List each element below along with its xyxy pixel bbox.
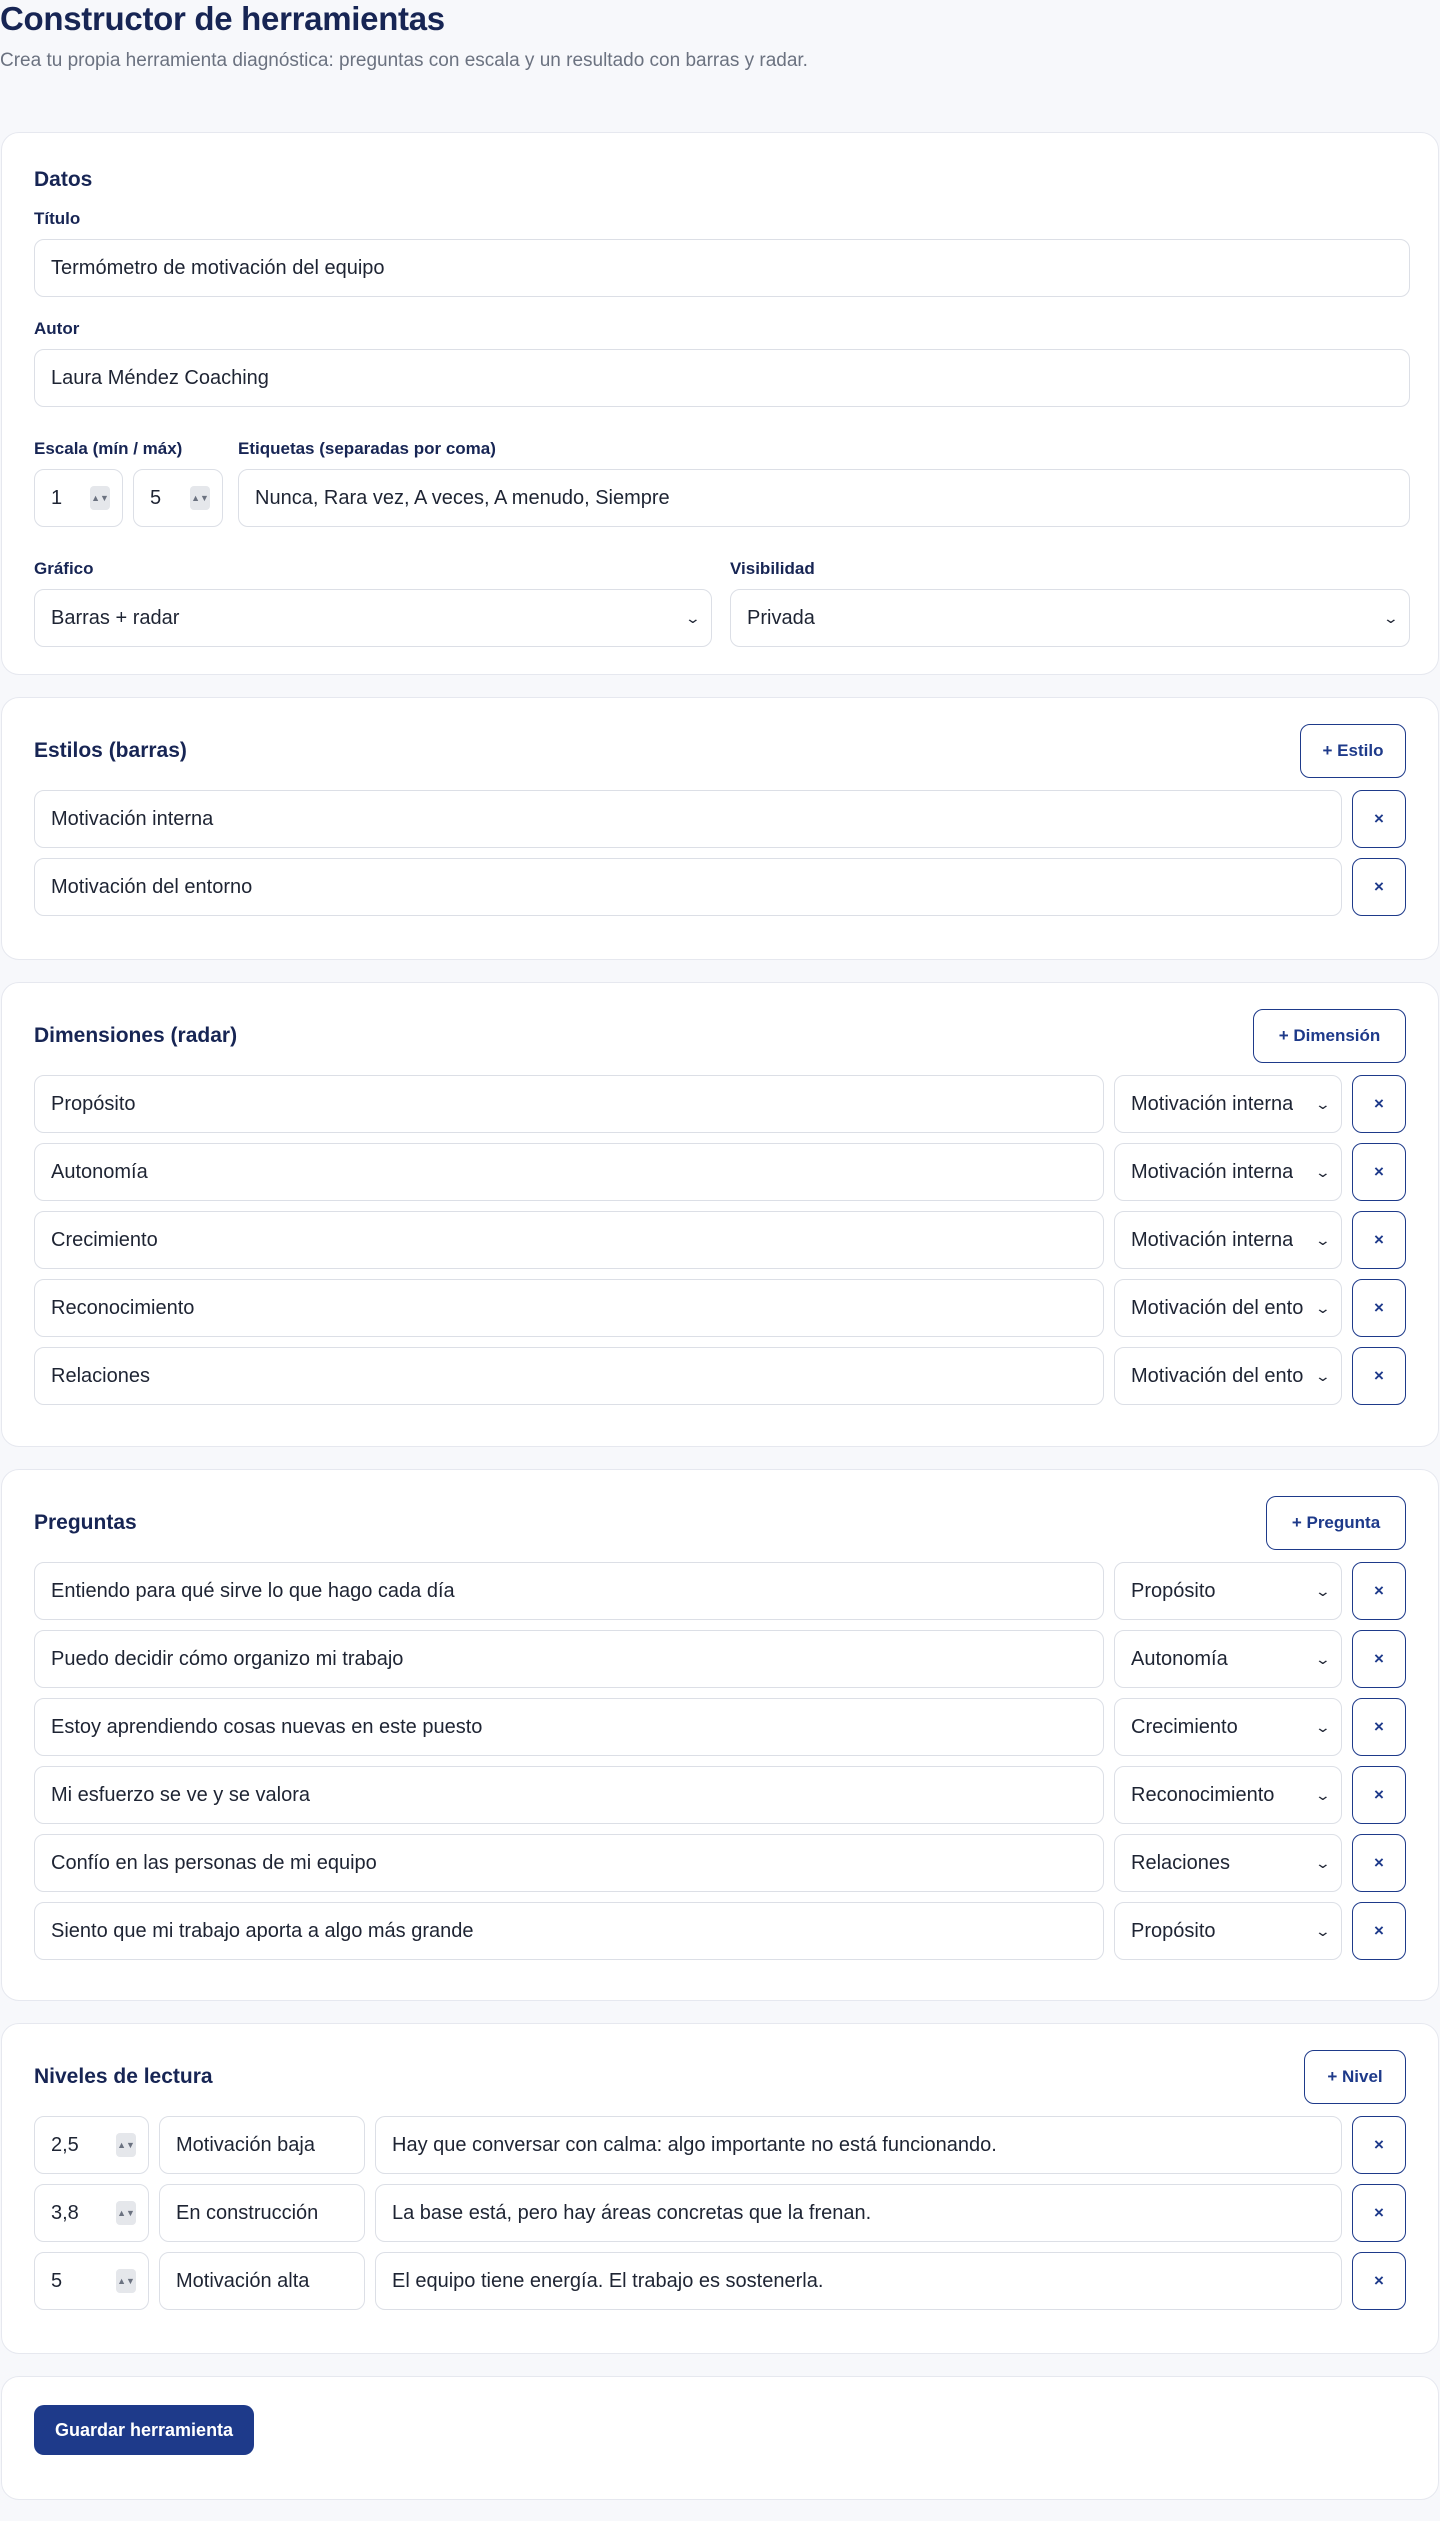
- level-name-input[interactable]: En construcción: [159, 2184, 365, 2242]
- level-description-input[interactable]: El equipo tiene energía. El trabajo es sostenerla.: [375, 2252, 1342, 2310]
- chart-select[interactable]: [34, 589, 712, 647]
- remove-dimension-button[interactable]: ×: [1352, 1143, 1406, 1201]
- add-style-button[interactable]: + Estilo: [1300, 724, 1406, 778]
- remove-question-button[interactable]: ×: [1352, 1698, 1406, 1756]
- question-row: [34, 1766, 1406, 1824]
- level-threshold-value: 2,5: [51, 2133, 79, 2156]
- save-tool-button[interactable]: Guardar herramienta: [34, 2405, 254, 2455]
- dimension-row: [34, 1075, 1406, 1133]
- niveles-card: [1, 2023, 1439, 2354]
- question-row: [34, 1630, 1406, 1688]
- remove-question-button[interactable]: ×: [1352, 1630, 1406, 1688]
- scale-label: Escala (mín / máx): [34, 439, 183, 458]
- question-dimension-select-value: Reconocimiento: [1131, 1783, 1275, 1806]
- dimension-name-input[interactable]: Autonomía: [34, 1143, 1104, 1201]
- question-row: [34, 1834, 1406, 1892]
- question-dimension-select-value: Propósito: [1131, 1919, 1216, 1942]
- question-dimension-select[interactable]: [1114, 1630, 1342, 1688]
- remove-level-button[interactable]: ×: [1352, 2116, 1406, 2174]
- dimension-row: [34, 1143, 1406, 1201]
- scale-max-value: 5: [150, 486, 162, 509]
- remove-dimension-button[interactable]: ×: [1352, 1075, 1406, 1133]
- level-row: [34, 2116, 1406, 2174]
- level-row: [34, 2252, 1406, 2310]
- chevron-down-icon: ⌄: [1314, 1650, 1332, 1667]
- remove-level-button[interactable]: ×: [1352, 2184, 1406, 2242]
- chevron-down-icon: ⌄: [1314, 1922, 1332, 1939]
- dimensiones-heading: Dimensiones (radar): [34, 1024, 238, 1047]
- dimension-style-select[interactable]: [1114, 1347, 1342, 1405]
- scale-max-input[interactable]: [133, 469, 223, 527]
- add-question-button[interactable]: + Pregunta: [1266, 1496, 1406, 1550]
- niveles-heading: Niveles de lectura: [34, 2065, 213, 2088]
- question-dimension-select-value: Crecimiento: [1131, 1715, 1238, 1738]
- chevron-down-icon: ⌄: [684, 609, 702, 626]
- question-row: [34, 1562, 1406, 1620]
- chart-select-value: Barras + radar: [51, 606, 180, 629]
- datos-heading: Datos: [34, 168, 93, 191]
- chevron-down-icon: ⌄: [1314, 1367, 1332, 1384]
- level-threshold-value: 3,8: [51, 2201, 79, 2224]
- style-row: [34, 790, 1406, 848]
- preguntas-card: [1, 1469, 1439, 2001]
- page-title: Constructor de herramientas: [0, 0, 445, 37]
- style-name-input[interactable]: Motivación del entorno: [34, 858, 1342, 916]
- question-row: [34, 1902, 1406, 1960]
- dimension-name-input[interactable]: Propósito: [34, 1075, 1104, 1133]
- question-text-input[interactable]: Siento que mi trabajo aporta a algo más grande: [34, 1902, 1104, 1960]
- level-threshold-input[interactable]: [34, 2252, 149, 2310]
- dimensiones-card: [1, 982, 1439, 1447]
- add-dimension-button[interactable]: + Dimensión: [1253, 1009, 1406, 1063]
- remove-question-button[interactable]: ×: [1352, 1834, 1406, 1892]
- dimension-style-select-value: Motivación interna: [1131, 1092, 1294, 1115]
- spinner-icon[interactable]: ▲▼: [90, 486, 110, 510]
- question-text-input[interactable]: Mi esfuerzo se ve y se valora: [34, 1766, 1104, 1824]
- level-threshold-input[interactable]: [34, 2116, 149, 2174]
- preguntas-heading: Preguntas: [34, 1511, 137, 1534]
- chevron-down-icon: ⌄: [1314, 1299, 1332, 1316]
- dimension-style-select-value: Motivación del ento: [1131, 1364, 1304, 1387]
- question-dimension-select[interactable]: [1114, 1834, 1342, 1892]
- chart-label: Gráfico: [34, 559, 94, 578]
- level-name-input[interactable]: Motivación baja: [159, 2116, 365, 2174]
- scale-min-input[interactable]: [34, 469, 123, 527]
- level-row: [34, 2184, 1406, 2242]
- level-name-input[interactable]: Motivación alta: [159, 2252, 365, 2310]
- chevron-down-icon: ⌄: [1314, 1718, 1332, 1735]
- remove-question-button[interactable]: ×: [1352, 1766, 1406, 1824]
- dimension-style-select-value: Motivación del ento: [1131, 1296, 1304, 1319]
- dimension-style-select[interactable]: [1114, 1143, 1342, 1201]
- level-threshold-value: 5: [51, 2269, 63, 2292]
- dimension-row: [34, 1211, 1406, 1269]
- dimension-style-select-value: Motivación interna: [1131, 1228, 1294, 1251]
- level-description-input[interactable]: La base está, pero hay áreas concretas que la frenan.: [375, 2184, 1342, 2242]
- visibility-select[interactable]: [730, 589, 1410, 647]
- add-level-button[interactable]: + Nivel: [1304, 2050, 1406, 2104]
- datos-card: [1, 132, 1439, 675]
- style-row: [34, 858, 1406, 916]
- chevron-down-icon: ⌄: [1314, 1582, 1332, 1599]
- remove-style-button[interactable]: ×: [1352, 790, 1406, 848]
- chevron-down-icon: ⌄: [1314, 1854, 1332, 1871]
- chevron-down-icon: ⌄: [1314, 1163, 1332, 1180]
- spinner-icon[interactable]: ▲▼: [116, 2201, 136, 2225]
- question-dimension-select-value: Propósito: [1131, 1579, 1216, 1602]
- author-input[interactable]: Laura Méndez Coaching: [34, 349, 1410, 407]
- remove-question-button[interactable]: ×: [1352, 1902, 1406, 1960]
- save-card: [1, 2376, 1439, 2500]
- dimension-row: [34, 1347, 1406, 1405]
- dimension-style-select[interactable]: [1114, 1279, 1342, 1337]
- author-label: Autor: [34, 319, 80, 338]
- dimension-name-input[interactable]: Crecimiento: [34, 1211, 1104, 1269]
- title-input[interactable]: Termómetro de motivación del equipo: [34, 239, 1410, 297]
- scale-min-value: 1: [51, 486, 63, 509]
- remove-level-button[interactable]: ×: [1352, 2252, 1406, 2310]
- remove-style-button[interactable]: ×: [1352, 858, 1406, 916]
- dimension-style-select[interactable]: [1114, 1211, 1342, 1269]
- question-dimension-select-value: Relaciones: [1131, 1851, 1230, 1874]
- dimension-style-select[interactable]: [1114, 1075, 1342, 1133]
- tags-label: Etiquetas (separadas por coma): [238, 439, 496, 458]
- remove-dimension-button[interactable]: ×: [1352, 1211, 1406, 1269]
- estilos-heading: Estilos (barras): [34, 739, 187, 762]
- level-description-input[interactable]: Hay que conversar con calma: algo importante no está funcionando.: [375, 2116, 1342, 2174]
- question-dimension-select[interactable]: [1114, 1698, 1342, 1756]
- visibility-select-value: Privada: [747, 606, 815, 629]
- style-name-input[interactable]: Motivación interna: [34, 790, 1342, 848]
- dimension-row: [34, 1279, 1406, 1337]
- question-text-input[interactable]: Confío en las personas de mi equipo: [34, 1834, 1104, 1892]
- spinner-icon[interactable]: ▲▼: [190, 486, 210, 510]
- dimension-name-input[interactable]: Relaciones: [34, 1347, 1104, 1405]
- question-dimension-select[interactable]: [1114, 1902, 1342, 1960]
- remove-dimension-button[interactable]: ×: [1352, 1347, 1406, 1405]
- page-header: [0, 0, 1440, 132]
- visibility-label: Visibilidad: [730, 559, 815, 578]
- tags-input[interactable]: Nunca, Rara vez, A veces, A menudo, Siempre: [238, 469, 1410, 527]
- remove-question-button[interactable]: ×: [1352, 1562, 1406, 1620]
- question-row: [34, 1698, 1406, 1756]
- title-label: Título: [34, 209, 81, 228]
- chevron-down-icon: ⌄: [1314, 1786, 1332, 1803]
- spinner-icon[interactable]: ▲▼: [116, 2133, 136, 2157]
- estilos-card: [1, 697, 1439, 960]
- dimension-style-select-value: Motivación interna: [1131, 1160, 1294, 1183]
- remove-dimension-button[interactable]: ×: [1352, 1279, 1406, 1337]
- dimension-name-input[interactable]: Reconocimiento: [34, 1279, 1104, 1337]
- question-text-input[interactable]: Estoy aprendiendo cosas nuevas en este puesto: [34, 1698, 1104, 1756]
- spinner-icon[interactable]: ▲▼: [116, 2269, 136, 2293]
- question-dimension-select[interactable]: [1114, 1766, 1342, 1824]
- question-dimension-select[interactable]: [1114, 1562, 1342, 1620]
- question-text-input[interactable]: Entiendo para qué sirve lo que hago cada día: [34, 1562, 1104, 1620]
- level-threshold-input[interactable]: [34, 2184, 149, 2242]
- chevron-down-icon: ⌄: [1314, 1231, 1332, 1248]
- chevron-down-icon: ⌄: [1314, 1095, 1332, 1112]
- question-text-input[interactable]: Puedo decidir cómo organizo mi trabajo: [34, 1630, 1104, 1688]
- chevron-down-icon: ⌄: [1382, 609, 1400, 626]
- question-dimension-select-value: Autonomía: [1131, 1647, 1228, 1670]
- page-subtitle: Crea tu propia herramienta diagnóstica: preguntas con escala y un resultado con barras y radar.: [0, 50, 808, 71]
